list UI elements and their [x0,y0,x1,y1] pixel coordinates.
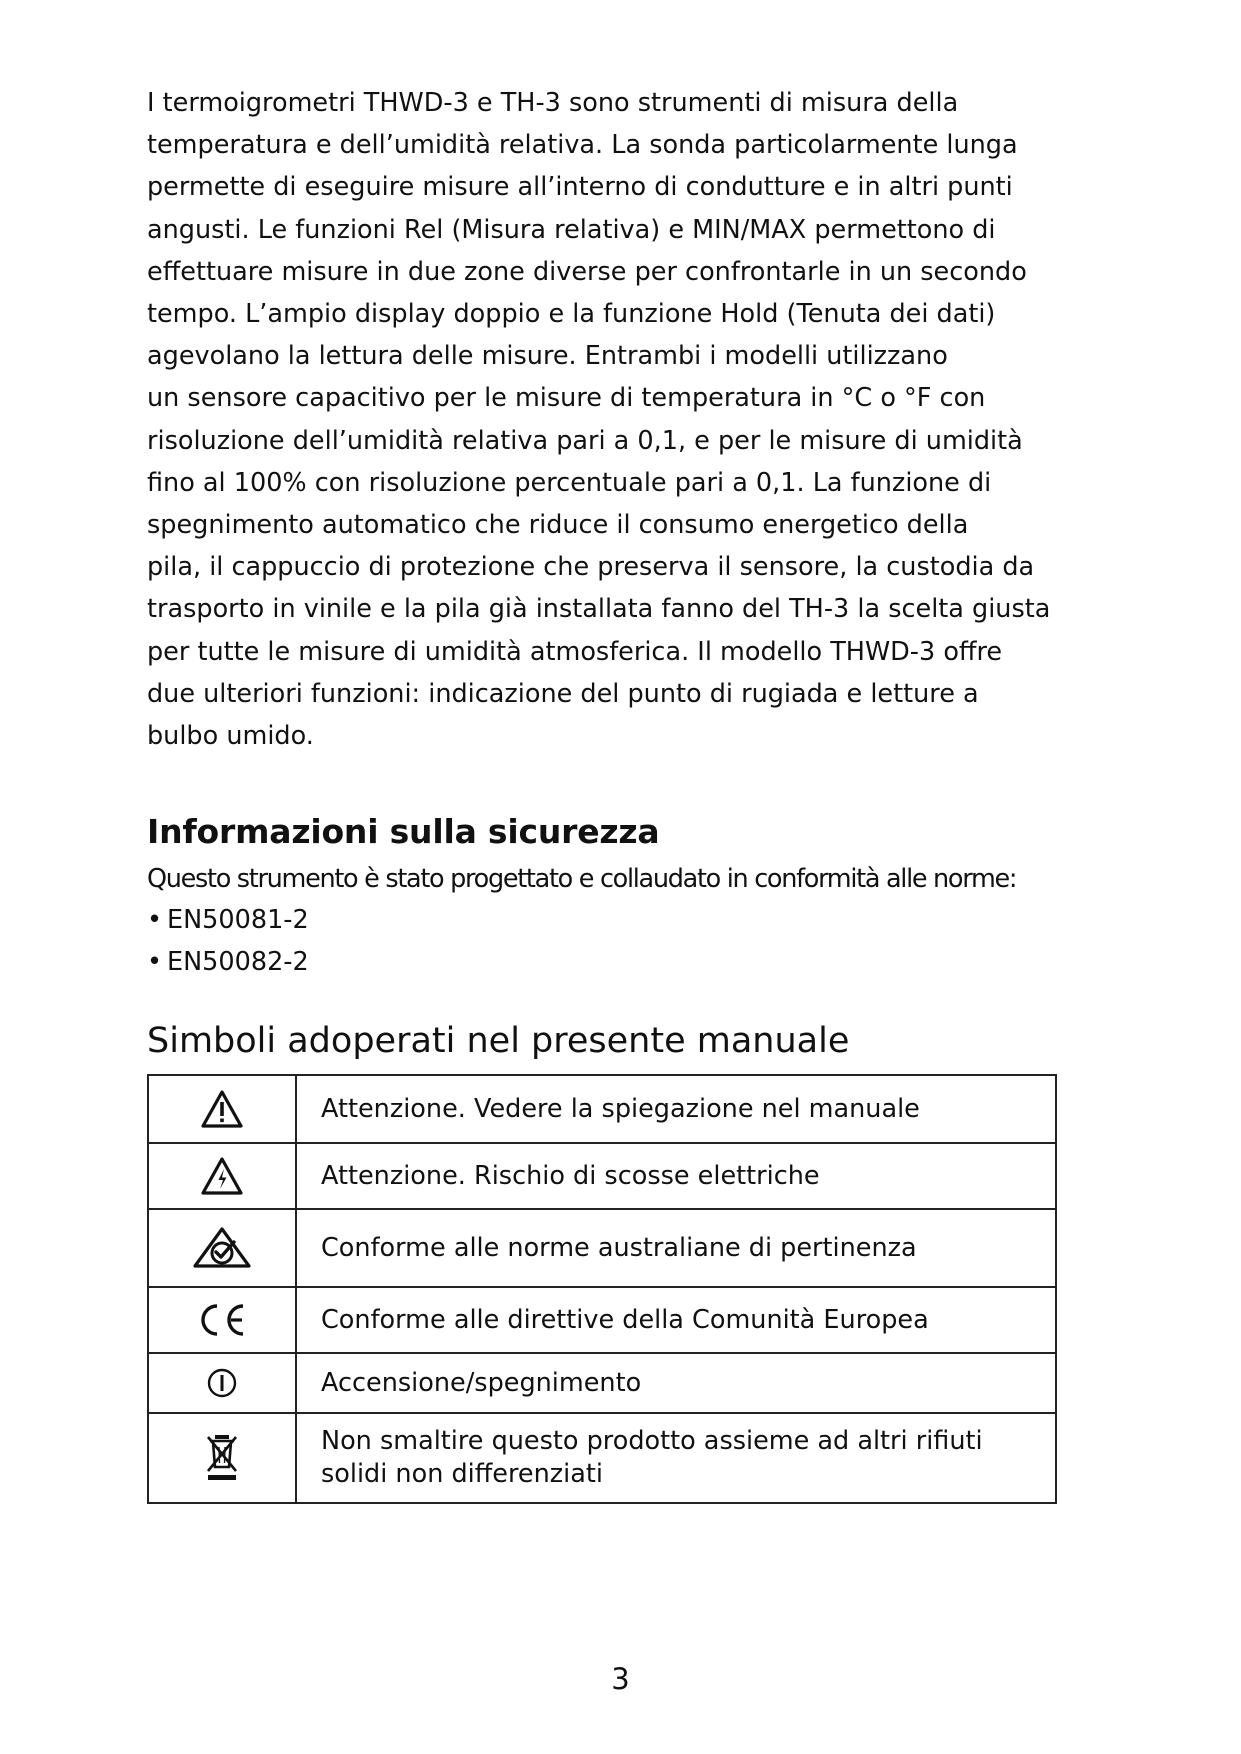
intro-paragraph [147,82,1087,757]
warning-triangle-icon [200,1089,244,1129]
intro-line: agevolano la lettura delle misure. Entrambi i modelli utilizzano [147,341,948,372]
intro-line: spegnimento automatico che riduce il consumo energetico della [147,510,969,541]
symbol-description: Conforme alle direttive della Comunità Europea [296,1287,1056,1353]
norm-item [147,899,1087,941]
bullet: • [147,947,163,978]
intro-line: pila, il cappuccio di protezione che preserva il sensore, la custodia da [147,552,1035,583]
symbols-heading: Simboli adoperati nel presente manuale [147,1021,850,1062]
intro-line: due ulteriori funzioni: indicazione del punto di rugiada e letture a [147,678,979,709]
symbol-description: Attenzione. Vedere la spiegazione nel manuale [296,1075,1056,1143]
intro-line: angusti. Le funzioni Rel (Misura relativa) e MIN/MAX permettono di [147,214,996,245]
intro-line: fino al 100% con risoluzione percentuale pari a 0,1. La funzione di [147,467,992,498]
table-row [148,1209,1056,1287]
symbol-cell [148,1075,296,1143]
rcm-australia-icon [192,1226,252,1270]
intro-line: per tutte le misure di umidità atmosferica. Il modello THWD-3 offre [147,636,1003,667]
symbols-table [147,1074,1057,1504]
intro-line: bulbo umido. [147,721,314,752]
symbol-description-line: solidi non differenziati [321,1459,603,1490]
table-row [148,1413,1056,1503]
ce-mark-icon [195,1301,249,1339]
intro-line: effettuare misure in due zone diverse per confrontarle in un secondo [147,256,1027,287]
symbol-cell [148,1143,296,1209]
symbol-description: Accensione/spegnimento [296,1353,1056,1413]
symbol-cell [148,1353,296,1413]
page-content [147,82,1087,1504]
intro-line: risoluzione dell’umidità relativa pari a 0,1, e per le misure di umidità [147,425,1023,456]
table-row [148,1353,1056,1413]
bullet: • [147,905,163,936]
symbol-cell [148,1209,296,1287]
intro-line: tempo. L’ampio display doppio e la funzione Hold (Tenuta dei dati) [147,299,996,330]
intro-line: trasporto in vinile e la pila già installata fanno del TH-3 la scelta giusta [147,594,1051,625]
symbol-description: Attenzione. Rischio di scosse elettriche [296,1143,1056,1209]
weee-bin-icon [204,1433,240,1483]
norm-label: EN50082-2 [167,947,309,978]
intro-line: un sensore capacitivo per le misure di temperatura in °C o °F con [147,383,986,414]
electric-shock-icon [200,1156,244,1196]
norm-list [147,899,1087,983]
table-row [148,1287,1056,1353]
symbol-description-line: Non smaltire questo prodotto assieme ad altri rifiuti [321,1426,983,1457]
symbol-description: Conforme alle norme australiane di pertinenza [296,1209,1056,1287]
table-row [148,1143,1056,1209]
norm-label: EN50081-2 [167,905,309,936]
safety-text: Questo strumento è stato progettato e collaudato in conformità alle norme: [147,864,1017,895]
symbol-description [296,1413,1056,1503]
table-row [148,1075,1056,1143]
power-icon [206,1367,238,1399]
intro-line: I termoigrometri THWD-3 e TH-3 sono strumenti di misura della [147,88,959,118]
norm-item [147,941,1087,983]
symbol-cell [148,1287,296,1353]
symbol-cell [148,1413,296,1503]
intro-line: temperatura e dell’umidità relativa. La sonda particolarmente lunga [147,130,1018,161]
intro-line: permette di eseguire misure all’interno di condutture e in altri punti [147,172,1013,203]
page-number: 3 [611,1662,630,1696]
safety-heading: Informazioni sulla sicurezza [147,812,660,852]
